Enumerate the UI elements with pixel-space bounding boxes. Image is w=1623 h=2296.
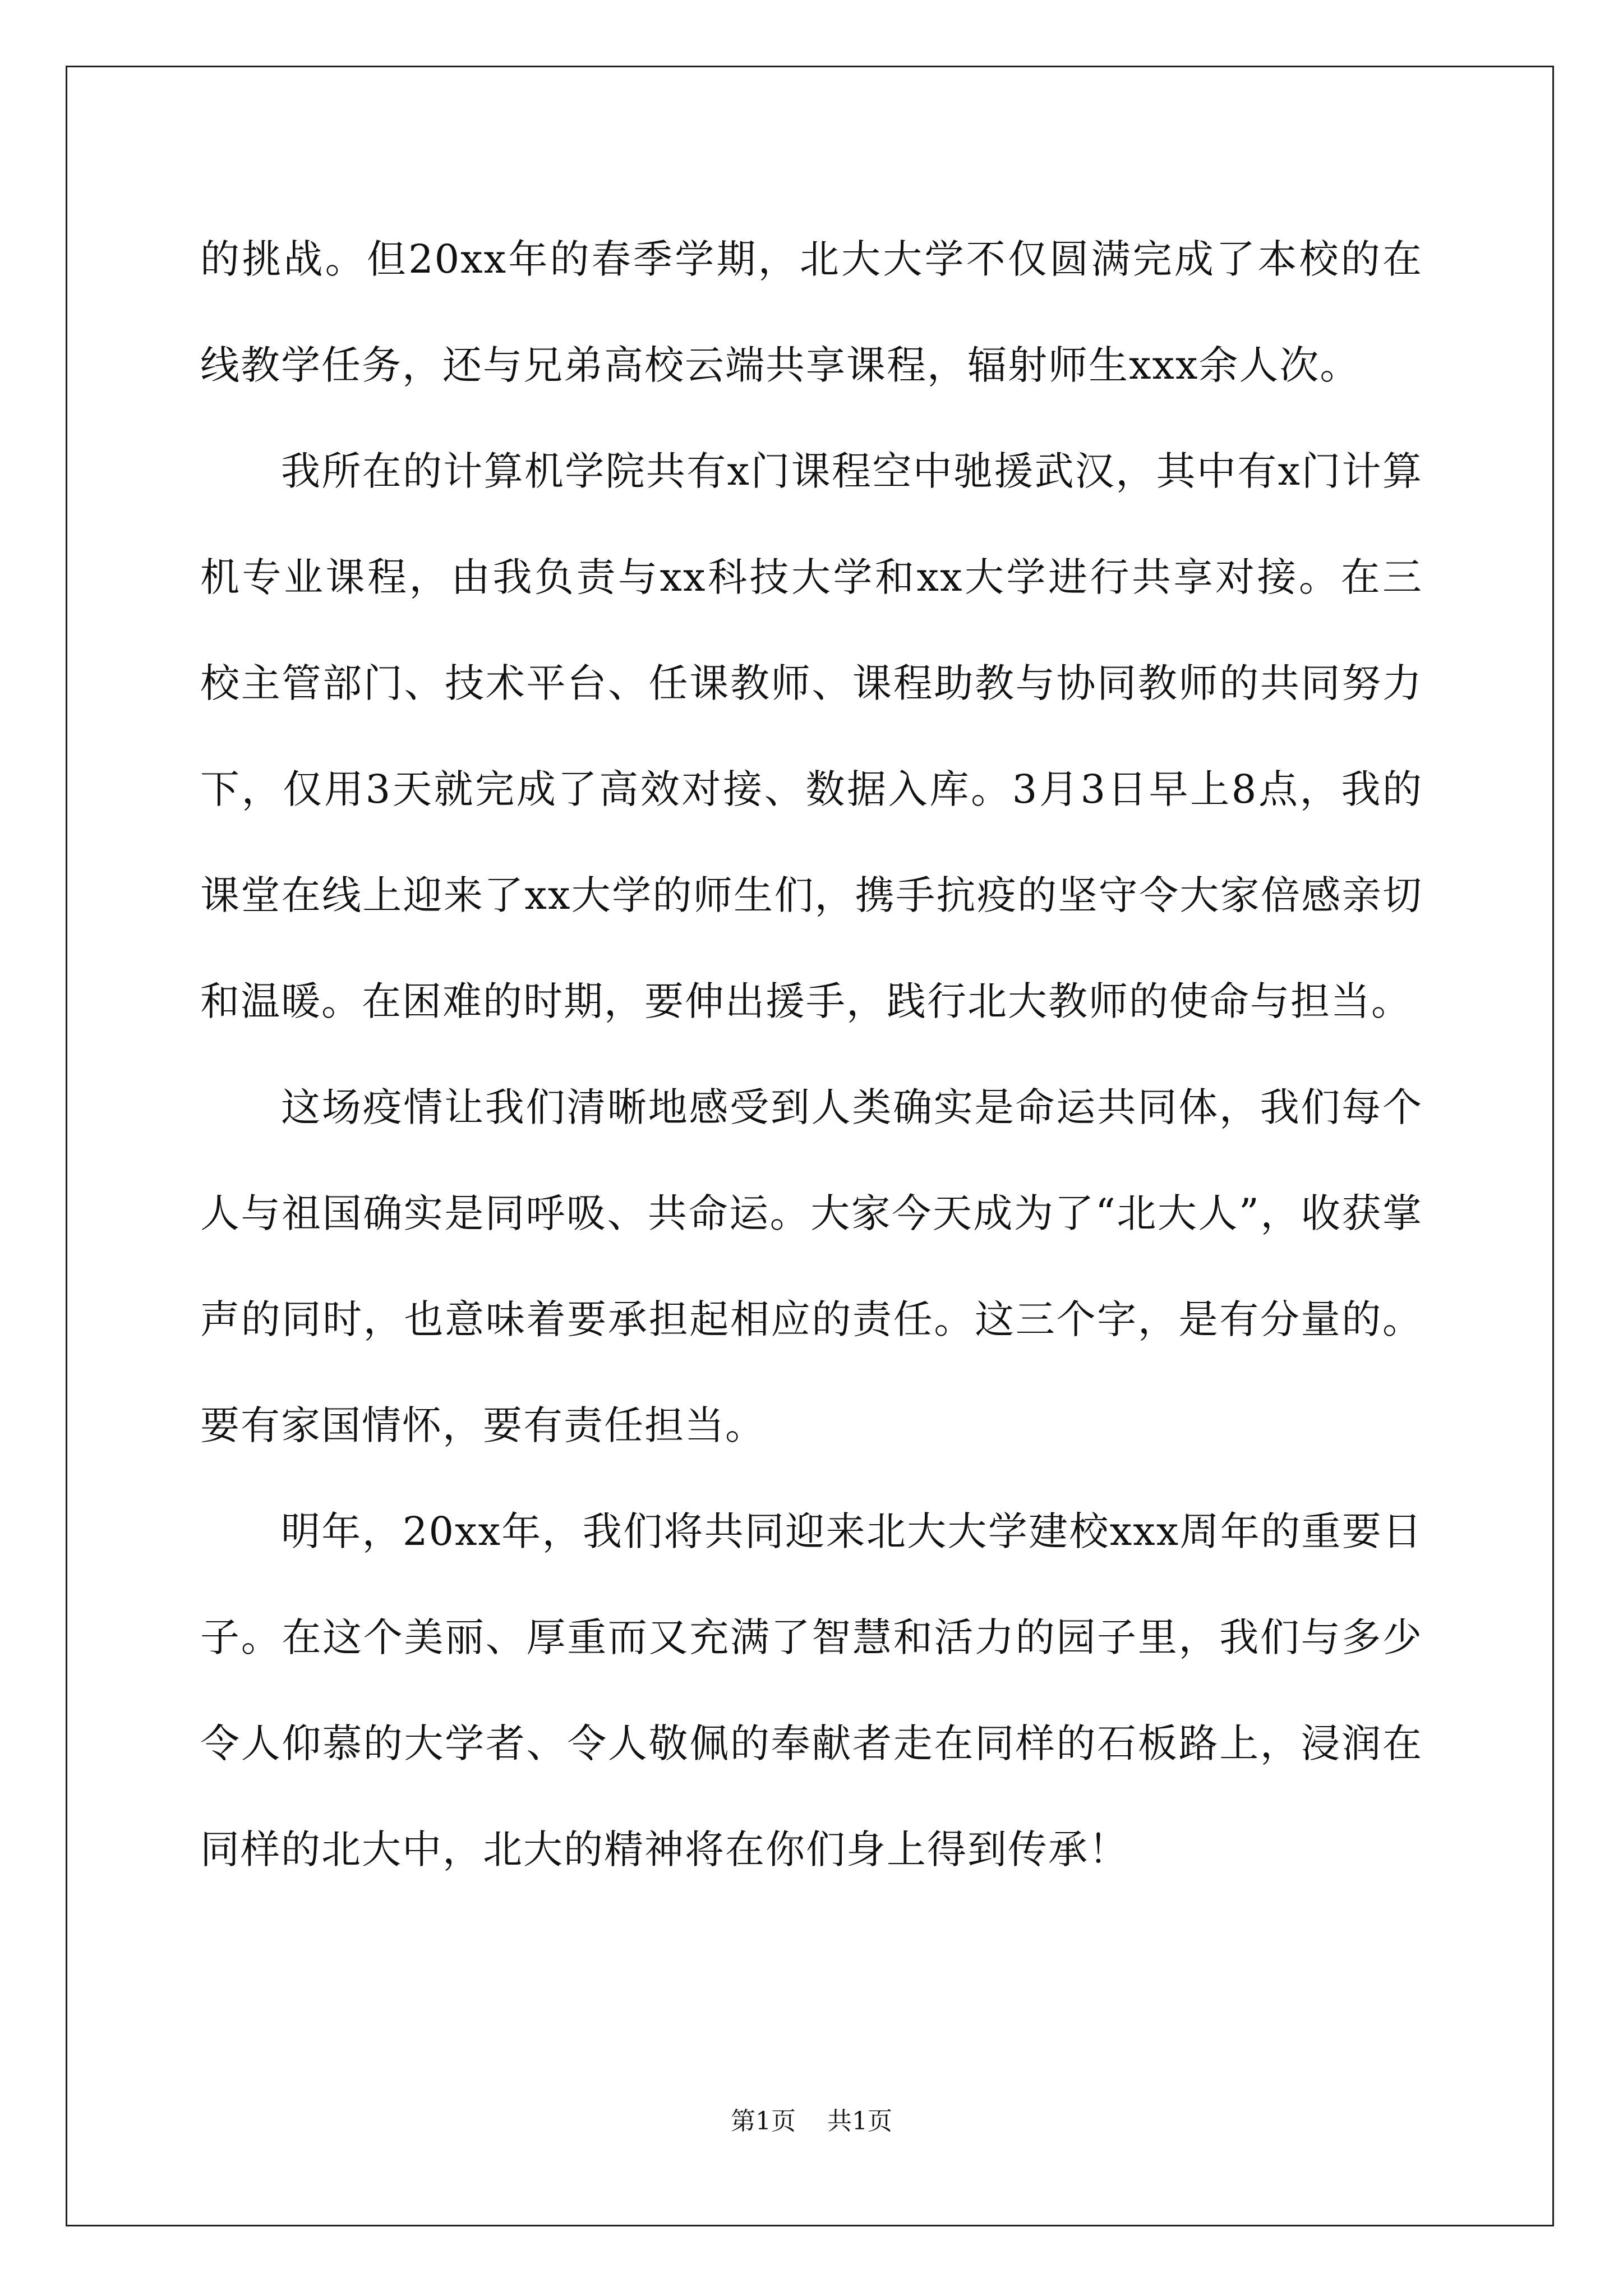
page-number: 第1页 — [731, 2107, 796, 2136]
page-footer — [0, 2105, 1623, 2138]
document-body — [200, 206, 1423, 1903]
paragraph-continuation: 的挑战。但20xx年的春季学期，北大大学不仅圆满完成了本校的在线教学任务，还与兄弟高校云端共享课程，辐射师生xxx余人次。 — [200, 236, 1423, 388]
paragraph-anniversary: 明年，20xx年，我们将共同迎来北大大学建校xxx周年的重要日子。在这个美丽、厚重而又充满了智慧和活力的园子里，我们与多少令人仰慕的大学者、令人敬佩的奉献者走在同样的石板路上，浸润在同样的北大中，北大的精神将在你们身上得到传承！ — [200, 1508, 1423, 1872]
paragraph-epidemic: 这场疫情让我们清晰地感受到人类确实是命运共同体，我们每个人与祖国确实是同呼吸、共命运。大家今天成为了“北大人”，收获掌声的同时，也意味着要承担起相应的责任。这三个字，是有分量的。要有家国情怀，要有责任担当。 — [200, 1084, 1423, 1448]
page-total: 共1页 — [827, 2107, 892, 2136]
paragraph-computer-college: 我所在的计算机学院共有x门课程空中驰援武汉，其中有x门计算机专业课程，由我负责与xx科技大学和xx大学进行共享对接。在三校主管部门、技术平台、任课教师、课程助教与协同教师的共同努力下，仅用3天就完成了高效对接、数据入库。3月3日早上8点，我的课堂在线上迎来了xx大学的师生们，携手抗疫的坚守令大家倍感亲切和温暖。在困难的时期，要伸出援手，践行北大教师的使命与担当。 — [200, 448, 1423, 1024]
